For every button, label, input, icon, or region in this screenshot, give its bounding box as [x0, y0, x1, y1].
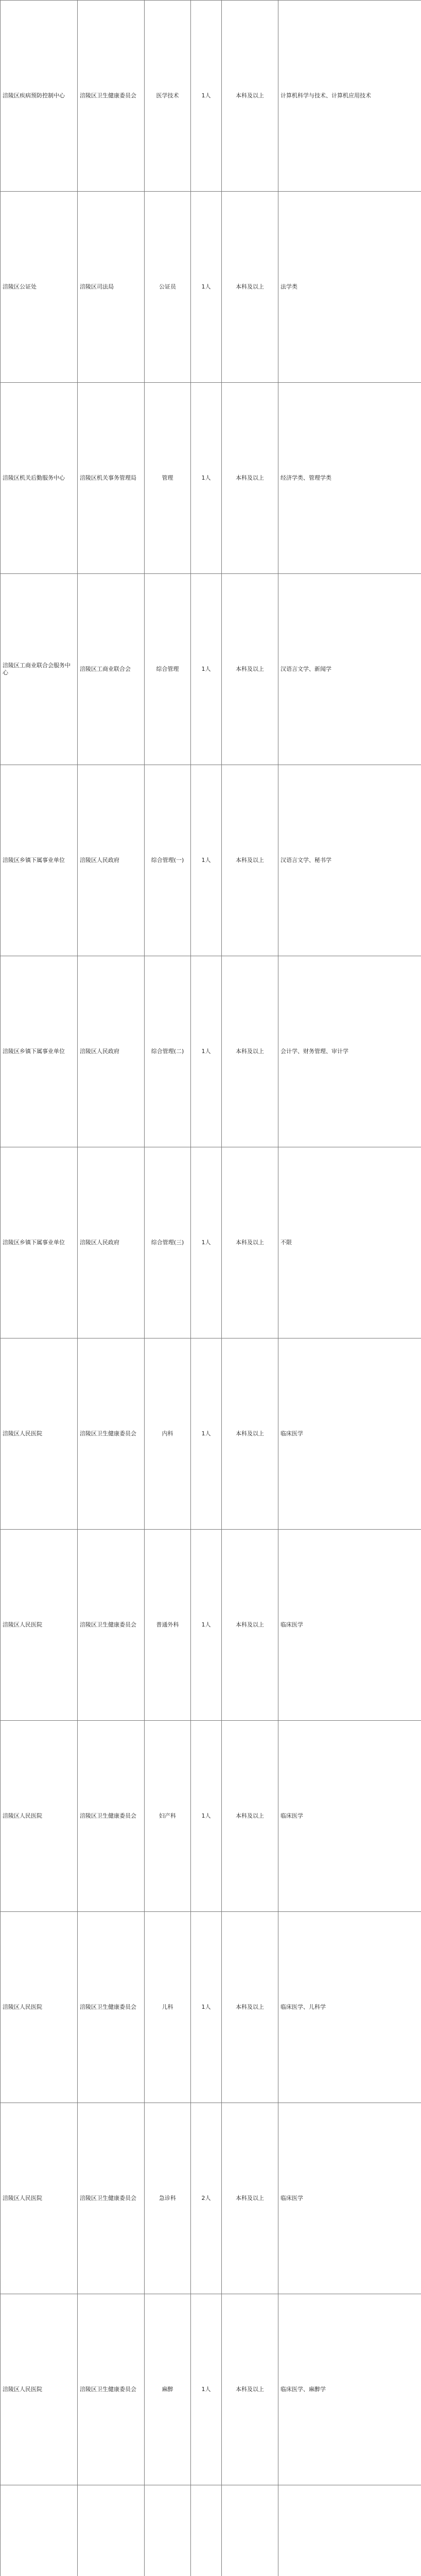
unit-cell: 涪陵区人民医院 [1, 1530, 78, 1721]
major-cell: 临床医学、麻醉学 [278, 2294, 421, 2485]
post-cell: 医学技术 [145, 1, 191, 192]
post-cell: 综合管理(二) [145, 956, 191, 1147]
post-cell: 儿科 [145, 1912, 191, 2103]
education-cell: 本科及以上 [222, 1912, 278, 2103]
dept-cell: 涪陵区人民政府 [78, 956, 145, 1147]
count-cell: 2人 [191, 2103, 222, 2294]
education-cell: 本科及以上 [222, 1, 278, 192]
post-cell: 麻醉 [145, 2294, 191, 2485]
table-row [1, 574, 421, 765]
major-cell: 不限 [278, 1147, 421, 1338]
unit-cell: 涪陵区人民医院 [1, 2103, 78, 2294]
major-cell: 经济学类、管理学类 [278, 383, 421, 574]
dept-cell: 涪陵区卫生健康委员会 [78, 2103, 145, 2294]
table-row [1, 1, 421, 192]
post-cell: 急诊科 [145, 2103, 191, 2294]
count-cell: 1人 [191, 192, 222, 383]
table-row [1, 1338, 421, 1530]
post-cell: 管理 [145, 383, 191, 574]
education-cell: 本科及以上 [222, 956, 278, 1147]
count-cell: 1人 [191, 2294, 222, 2485]
education-cell: 本科及以上 [222, 1530, 278, 1721]
major-cell: 汉语言文学、新闻学 [278, 574, 421, 765]
dept-cell: 涪陵区工商业联合会 [78, 574, 145, 765]
table-row [1, 2294, 421, 2485]
table-row [1, 1912, 421, 2103]
table-row [1, 956, 421, 1147]
count-cell: 1人 [191, 1338, 222, 1530]
post-cell: 内科 [145, 1338, 191, 1530]
dept-cell: 涪陵区机关事务管理局 [78, 383, 145, 574]
major-cell: 临床医学、儿科学 [278, 1912, 421, 2103]
table-row [1, 1147, 421, 1338]
education-cell: 本科及以上 [222, 1721, 278, 1912]
unit-cell: 涪陵区人民医院 [1, 1338, 78, 1530]
unit-cell: 涪陵区人民医院 [1, 1912, 78, 2103]
education-cell: 本科及以上 [222, 2294, 278, 2485]
count-cell: 1人 [191, 1, 222, 192]
unit-cell: 涪陵区疾病预防控制中心 [1, 1, 78, 192]
count-cell [191, 2485, 222, 2576]
table-row [1, 2485, 421, 2576]
post-cell: 妇产科 [145, 1721, 191, 1912]
major-cell: 临床医学 [278, 1721, 421, 1912]
count-cell: 1人 [191, 765, 222, 956]
education-cell [222, 2485, 278, 2576]
dept-cell: 涪陵区卫生健康委员会 [78, 1338, 145, 1530]
education-cell: 本科及以上 [222, 1338, 278, 1530]
count-cell: 1人 [191, 1912, 222, 2103]
unit-cell: 涪陵区人民医院 [1, 1721, 78, 1912]
dept-cell: 涪陵区卫生健康委员会 [78, 1721, 145, 1912]
major-cell: 临床医学 [278, 2103, 421, 2294]
major-cell: 法学类 [278, 192, 421, 383]
education-cell: 本科及以上 [222, 574, 278, 765]
dept-cell: 涪陵区司法局 [78, 192, 145, 383]
education-cell: 本科及以上 [222, 1147, 278, 1338]
unit-cell: 涪陵区公证处 [1, 192, 78, 383]
education-cell: 本科及以上 [222, 192, 278, 383]
post-cell [145, 2485, 191, 2576]
count-cell: 1人 [191, 574, 222, 765]
table-row [1, 192, 421, 383]
table-row [1, 765, 421, 956]
unit-cell: 涪陵区人民医院 [1, 2294, 78, 2485]
post-cell: 综合管理(三) [145, 1147, 191, 1338]
education-cell: 本科及以上 [222, 383, 278, 574]
dept-cell: 涪陵区卫生健康委员会 [78, 1530, 145, 1721]
unit-cell [1, 2485, 78, 2576]
unit-cell: 涪陵区乡镇下属事业单位 [1, 956, 78, 1147]
table-row [1, 383, 421, 574]
education-cell: 本科及以上 [222, 2103, 278, 2294]
major-cell: 计算机科学与技术、计算机应用技术 [278, 1, 421, 192]
dept-cell: 涪陵区卫生健康委员会 [78, 2294, 145, 2485]
count-cell: 1人 [191, 383, 222, 574]
education-cell: 本科及以上 [222, 765, 278, 956]
table-row [1, 1530, 421, 1721]
major-cell: 临床医学 [278, 1530, 421, 1721]
post-cell: 普通外科 [145, 1530, 191, 1721]
dept-cell [78, 2485, 145, 2576]
major-cell: 临床医学 [278, 1338, 421, 1530]
post-cell: 综合管理 [145, 574, 191, 765]
count-cell: 1人 [191, 1147, 222, 1338]
unit-cell: 涪陵区乡镇下属事业单位 [1, 765, 78, 956]
post-cell: 公证员 [145, 192, 191, 383]
count-cell: 1人 [191, 956, 222, 1147]
table-row [1, 2103, 421, 2294]
post-cell: 综合管理(一) [145, 765, 191, 956]
count-cell: 1人 [191, 1530, 222, 1721]
unit-cell: 涪陵区工商业联合会服务中心 [1, 574, 78, 765]
dept-cell: 涪陵区卫生健康委员会 [78, 1912, 145, 2103]
dept-cell: 涪陵区人民政府 [78, 1147, 145, 1338]
count-cell: 1人 [191, 1721, 222, 1912]
major-cell: 汉语言文学、秘书学 [278, 765, 421, 956]
major-cell: 会计学、财务管理、审计学 [278, 956, 421, 1147]
dept-cell: 涪陵区人民政府 [78, 765, 145, 956]
major-cell [278, 2485, 421, 2576]
table-row [1, 1721, 421, 1912]
dept-cell: 涪陵区卫生健康委员会 [78, 1, 145, 192]
unit-cell: 涪陵区乡镇下属事业单位 [1, 1147, 78, 1338]
unit-cell: 涪陵区机关后勤服务中心 [1, 383, 78, 574]
